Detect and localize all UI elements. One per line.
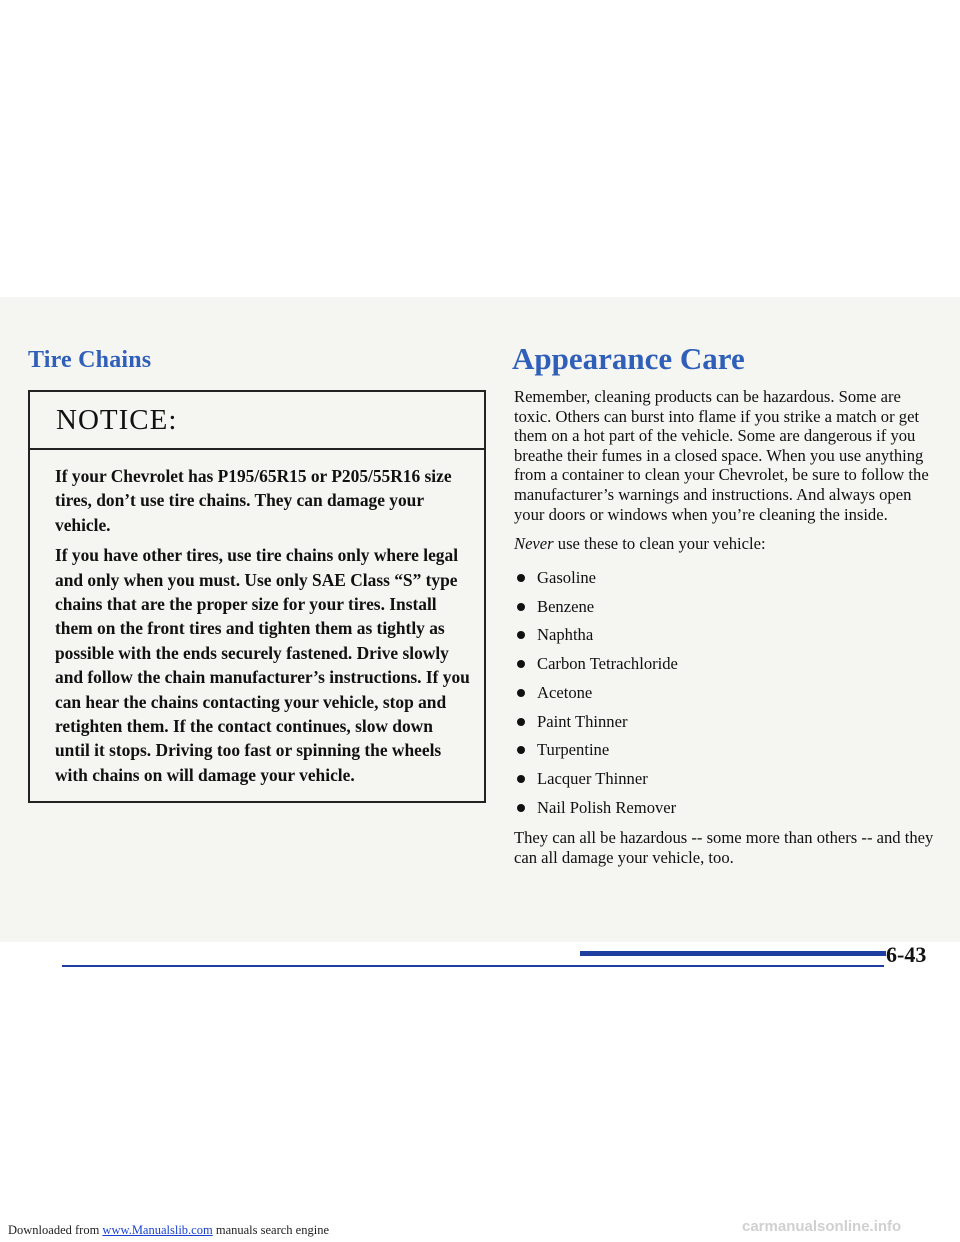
download-banner [8, 1223, 329, 1238]
hazard-list [514, 564, 934, 822]
list-item [514, 650, 934, 679]
bullet-icon [517, 775, 525, 783]
notice-label: NOTICE: [30, 392, 484, 450]
bullet-icon [517, 603, 525, 611]
list-item [514, 707, 934, 736]
list-item [514, 736, 934, 765]
list-item-label: Turpentine [537, 740, 610, 760]
closing-paragraph: They can all be hazardous -- some more than others -- and they can all damage your vehicle, too. [514, 827, 934, 867]
list-item [514, 621, 934, 650]
bullet-icon [517, 718, 525, 726]
bullet-icon [517, 660, 525, 668]
banner-prefix: Downloaded from [8, 1223, 103, 1237]
list-item-label: Naphtha [537, 625, 594, 645]
never-statement [514, 534, 934, 554]
tire-chains-section [28, 347, 488, 803]
notice-paragraph: If you have other tires, use tire chains only where legal and only when you must. Use only SAE Class “S” type chains that are the proper size for your tires. Install them on the front tires and tighten them as tightly as possible with the ends securely fastened. Drive slowly and follow the chain manufacturer’s instructions. If you can hear the chains contacting your vehicle, stop and retighten them. If the contact continues, slow down until it stops. Driving too fast or spinning the wheels with chains on will damage your vehicle. [55, 545, 470, 785]
tire-chains-heading: Tire Chains [28, 347, 152, 373]
bullet-icon [517, 631, 525, 639]
list-item [514, 679, 934, 708]
list-item [514, 765, 934, 794]
manual-page [0, 297, 960, 967]
list-item-label: Paint Thinner [537, 711, 628, 731]
footer-rule-thick [580, 951, 886, 956]
list-item-label: Nail Polish Remover [537, 797, 677, 817]
bullet-icon [517, 574, 525, 582]
list-item-label: Gasoline [537, 568, 596, 588]
appearance-care-heading: Appearance Care [512, 341, 745, 376]
list-item-label: Carbon Tetrachloride [537, 654, 678, 674]
manualslib-link[interactable]: www.Manualslib.com [102, 1223, 213, 1237]
footer-rule [62, 965, 884, 967]
bullet-icon [517, 804, 525, 812]
list-item-label: Lacquer Thinner [537, 768, 648, 788]
bullet-icon [517, 746, 525, 754]
never-rest: use these to clean your vehicle: [553, 534, 766, 554]
list-item [514, 592, 934, 621]
intro-paragraph: Remember, cleaning products can be hazardous. Some are toxic. Others can burst into flame if you strike a match or get them on a hot part of the vehicle. Some are dangerous if you breathe their fumes in a closed space. When you use anything from a container to clean your Chevrolet, be sure to follow the manufacturer’s warnings and instructions. And always open your doors or windows when you’re cleaning the inside. [514, 387, 929, 524]
appearance-care-section [514, 341, 934, 877]
list-item-label: Benzene [537, 596, 595, 616]
never-word: Never [514, 534, 554, 554]
notice-paragraph: If your Chevrolet has P195/65R15 or P205/55R16 size tires, don’t use tire chains. They can damage your vehicle. [55, 466, 452, 535]
banner-suffix: manuals search engine [212, 1223, 329, 1237]
page-number: 6-43 [886, 942, 927, 967]
list-item-label: Acetone [537, 682, 593, 702]
list-item [514, 793, 934, 822]
notice-body [30, 450, 484, 801]
notice-box [28, 390, 486, 803]
list-item [514, 564, 934, 593]
watermark: carmanualsonline.info [742, 1218, 902, 1235]
bullet-icon [517, 689, 525, 697]
